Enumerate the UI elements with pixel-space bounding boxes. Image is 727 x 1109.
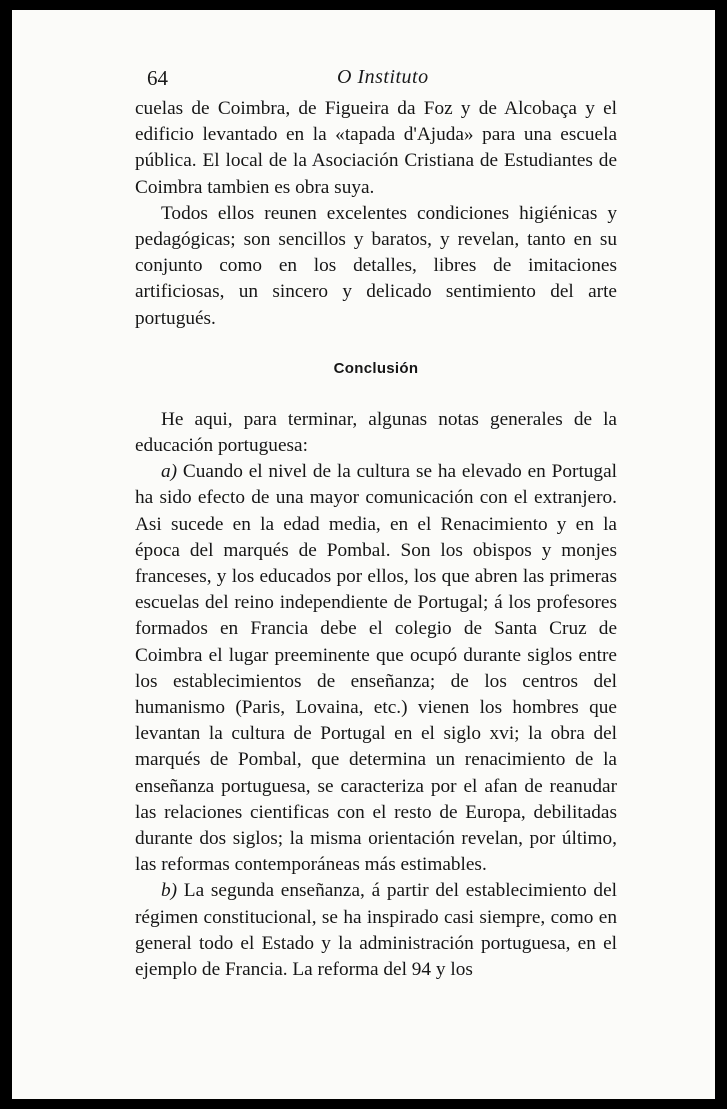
- item-label: b): [161, 880, 178, 902]
- list-item: [135, 459, 617, 878]
- running-title: O Instituto: [337, 66, 429, 88]
- item-text: La segunda enseñanza, á partir del establecimiento del régimen constitucional, se ha inspirado casi siempre, como en general todo el Estado y la administración portuguesa, en el ejemplo de Francia. La reforma del 94 y los: [135, 880, 617, 981]
- page-header: [147, 66, 627, 96]
- paragraph-continued: cuelas de Coimbra, de Figueira da Foz y de Alcobaça y el edificio levantado en la «tapada d'Ajuda» para una escuela pública. El local de la Asociación Cristiana de Estudiantes de Coimbra tambien es obra suya.: [135, 98, 617, 198]
- item-label: a): [161, 461, 178, 483]
- item-text: Cuando el nivel de la cultura se ha elevado en Portugal ha sido efecto de una mayor comunicación con el extranjero. Asi sucede en la edad media, en el Renacimiento y en la época del marqués de Pombal. Son los obispos y monjes franceses, y los educados por ellos, los que abren las primeras escuelas del reino independiente de Portugal; á los profesores formados en Francia debe el colegio de Santa Cruz de Coimbra el lugar preeminente que ocupó durante siglos entre los establecimientos de enseñanza; de los centros del humanismo (Paris, Lovaina, etc.) vienen los hombres que levantan la cultura de Portugal en el siglo xvi; la obra del marqués de Pombal, que determina un renacimiento de la enseñanza portuguesa, se caracteriza por el afan de reanudar las relaciones cientificas con el resto de Europa, debilitadas durante dos siglos; la misma orientación revelan, por último, las reformas contemporáneas más estimables.: [135, 461, 617, 876]
- section-intro: He aqui, para terminar, algunas notas generales de la educación portuguesa:: [135, 408, 617, 457]
- page-number: 64: [147, 66, 168, 90]
- paragraph: Todos ellos reunen excelentes condiciones higiénicas y pedagógicas; son sencillos y baratos, y revelan, tanto en su conjunto como en los detalles, libres de imitaciones artificiosas, un sincero y delicado sentimiento del arte portugués.: [135, 202, 617, 329]
- list-item: [135, 878, 617, 983]
- section-heading: Conclusión: [333, 359, 419, 377]
- body-text: [135, 96, 617, 983]
